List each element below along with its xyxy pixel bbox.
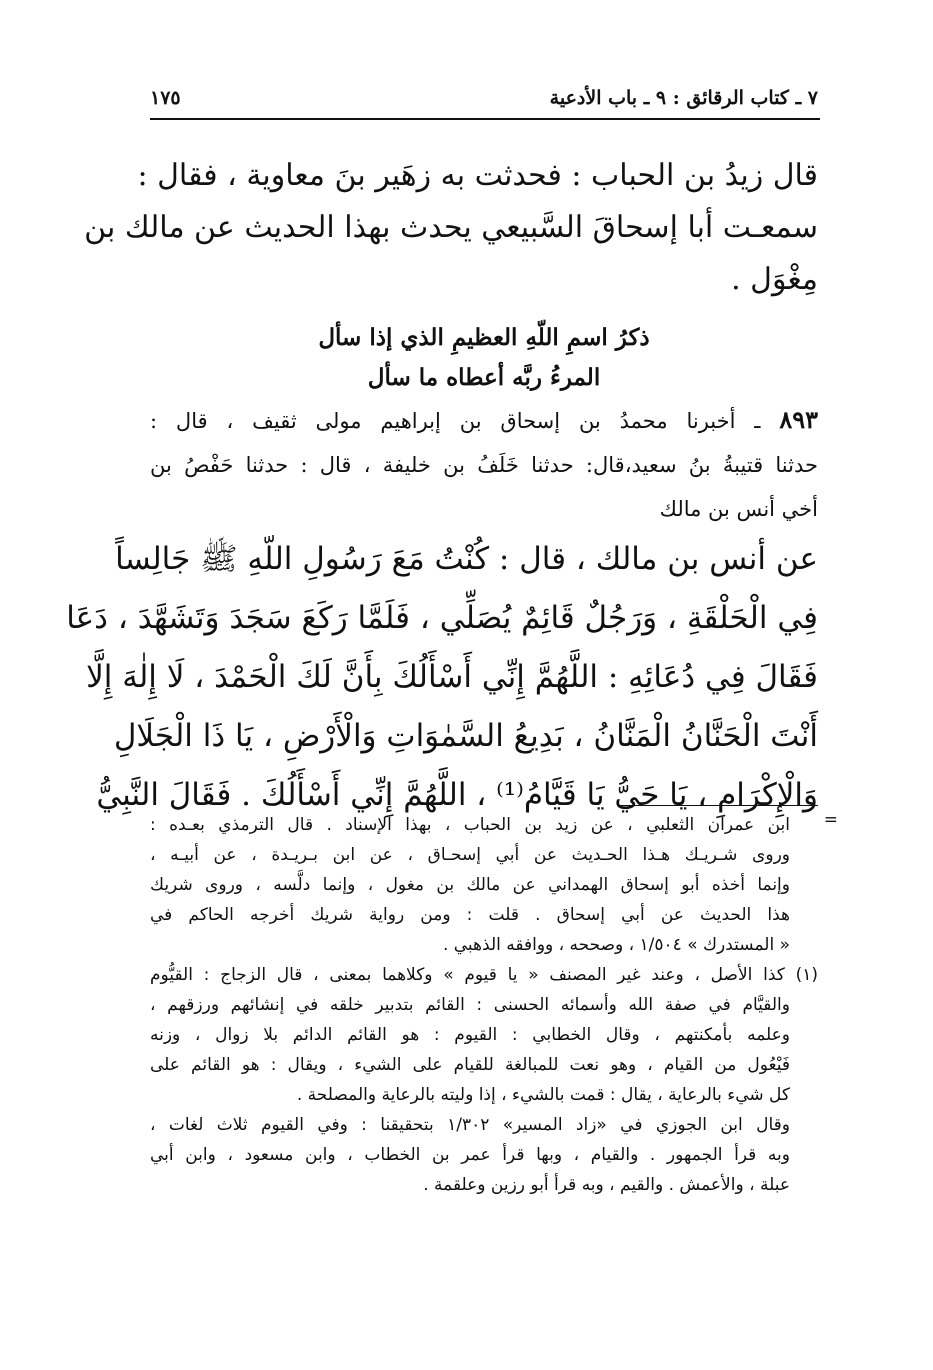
footnote-line: (١) كذا الأصل ، وعند غير المصنف « يا قيوم » وكلاهما بمعنى ، قال الزجاج : القيُّوم	[150, 965, 818, 985]
section-heading	[150, 318, 818, 398]
text-line: أخي أنس بن مالك	[659, 497, 818, 521]
header-rule	[150, 118, 820, 120]
footnotes	[150, 810, 818, 1200]
footnote-line: وإنما أخذه أبو إسحاق الهمداني عن مالك بن مغول ، وإنما دلَّسه ، وروى شريك	[150, 875, 790, 895]
text-line: سمعـت أبا إسحاقَ السَّبيعي يحدث بهذا الحديث عن مالك بن	[84, 210, 818, 245]
text-line: فِي الْحَلْقَةِ ، وَرَجُلٌ قَائِمٌ يُصَلِّي ، فَلَمَّا رَكَعَ سَجَدَ وَتَشَهَّدَ ، دَعَا	[66, 600, 818, 636]
running-header	[150, 78, 818, 118]
heading-line: ذكرُ اسمِ اللّهِ العظيمِ الذي إذا سأل	[318, 324, 650, 351]
hadith-text	[66, 530, 818, 825]
footnote-line: ابن عمران الثعلبي ، عن زيد بن الحباب ، بهذا الإسناد . قال الترمذي بعـده :	[150, 815, 790, 835]
footnote-line: وقال ابن الجوزي في «زاد المسير» ١/٣٠٢ بتحقيقنا : وفي القيوم ثلاث لغات ،	[150, 1115, 790, 1135]
hadith-number: ٨٩٣	[779, 405, 818, 434]
footnote-line: كل شيء بالرعاية ، يقال : قمت بالشيء ، إذا وليته بالرعاية والمصلحة .	[296, 1085, 790, 1105]
text-line: حدثنا قتيبةُ بنُ سعيد،قال: حدثنا خَلَفُ بن خليفة ، قال : حدثنا حَفْصُ بن	[150, 453, 818, 477]
footnote-line: فَيْعُول من القيام ، وهو نعت للمبالغة للقيام على الشيء ، ويقال : هو القائم على	[150, 1055, 790, 1075]
footnote-line: هذا الحديث عن أبي إسحاق . قلت : ومن رواية شريك أخرجه الحاكم في	[150, 905, 790, 925]
hadith-chain	[150, 398, 818, 531]
chain-text: ـ أخبرنا محمدُ بن إسحاق بن إبراهيم مولى ثقيف ، قال :	[150, 409, 761, 433]
text-line: قال زيدُ بن الحباب : فحدثت به زهَير بنَ معاوية ، فقال :	[137, 158, 818, 193]
footnote-line: وروى شـريـك هـذا الحـديث عن أبي إسحـاق ، عن ابن بـريـدة ، عن أبيـه ،	[150, 845, 790, 865]
chapter-title: ٧ ـ كتاب الرقائق : ٩ ـ باب الأدعية	[549, 87, 818, 109]
footnote-line: عبلة ، والأعمش . والقيم ، وبه قرأ أبو رزين وعلقمة .	[423, 1175, 790, 1195]
text-line	[150, 398, 818, 443]
footnote-rule	[618, 805, 818, 806]
text-line: فَقَالَ فِي دُعَائِهِ : اللَّهُمَّ إِنِّي أَسْأَلُكَ بِأَنَّ لَكَ الْحَمْدَ ، لَا إِلٰهَ إِلَّا	[86, 659, 818, 695]
footnote-line: وبه قرأ الجمهور . والقيام ، وبها قرأ عمر بن الخطاب ، وابن مسعود ، وابن أبي	[150, 1145, 790, 1165]
footnote-line: « المستدرك » ١/٥٠٤ ، وصححه ، ووافقه الذهبي .	[442, 935, 790, 955]
page-number: ١٧٥	[150, 87, 181, 109]
text-line: عن أنس بن مالك ، قال : كُنْتُ مَعَ رَسُولِ اللّهِ ﷺ جَالِساً	[115, 541, 818, 577]
footnote-line: وعلمه بأمكنتهم ، وقال الخطابي : القيوم : هو القائم الدائم بلا زوال ، وزنه	[150, 1025, 790, 1045]
text-line: وَالْإِكْرَامِ ، يَا حَيُّ يَا قَيَّامُ⁽¹⁾ ، اللَّهُمَّ إِنِّي أَسْأَلُكَ . فَقَالَ النَّبِيُّ	[96, 777, 818, 813]
intro-paragraph	[84, 150, 818, 306]
text-line: مِغْوَل .	[731, 262, 818, 297]
text-line: أَنْتَ الْحَنَّانُ الْمَنَّانُ ، بَدِيعُ السَّمٰوَاتِ وَالْأَرْضِ ، يَا ذَا الْجَلَالِ	[113, 718, 818, 754]
heading-line: المرءُ ربَّه أعطاه ما سأل	[367, 364, 601, 391]
footnote-line: والقيَّام في صفة الله وأسمائه الحسنى : القائم بتدبير خلقه في إنشائهم ورزقهم ،	[150, 995, 790, 1015]
continuation-mark: =	[823, 810, 838, 830]
